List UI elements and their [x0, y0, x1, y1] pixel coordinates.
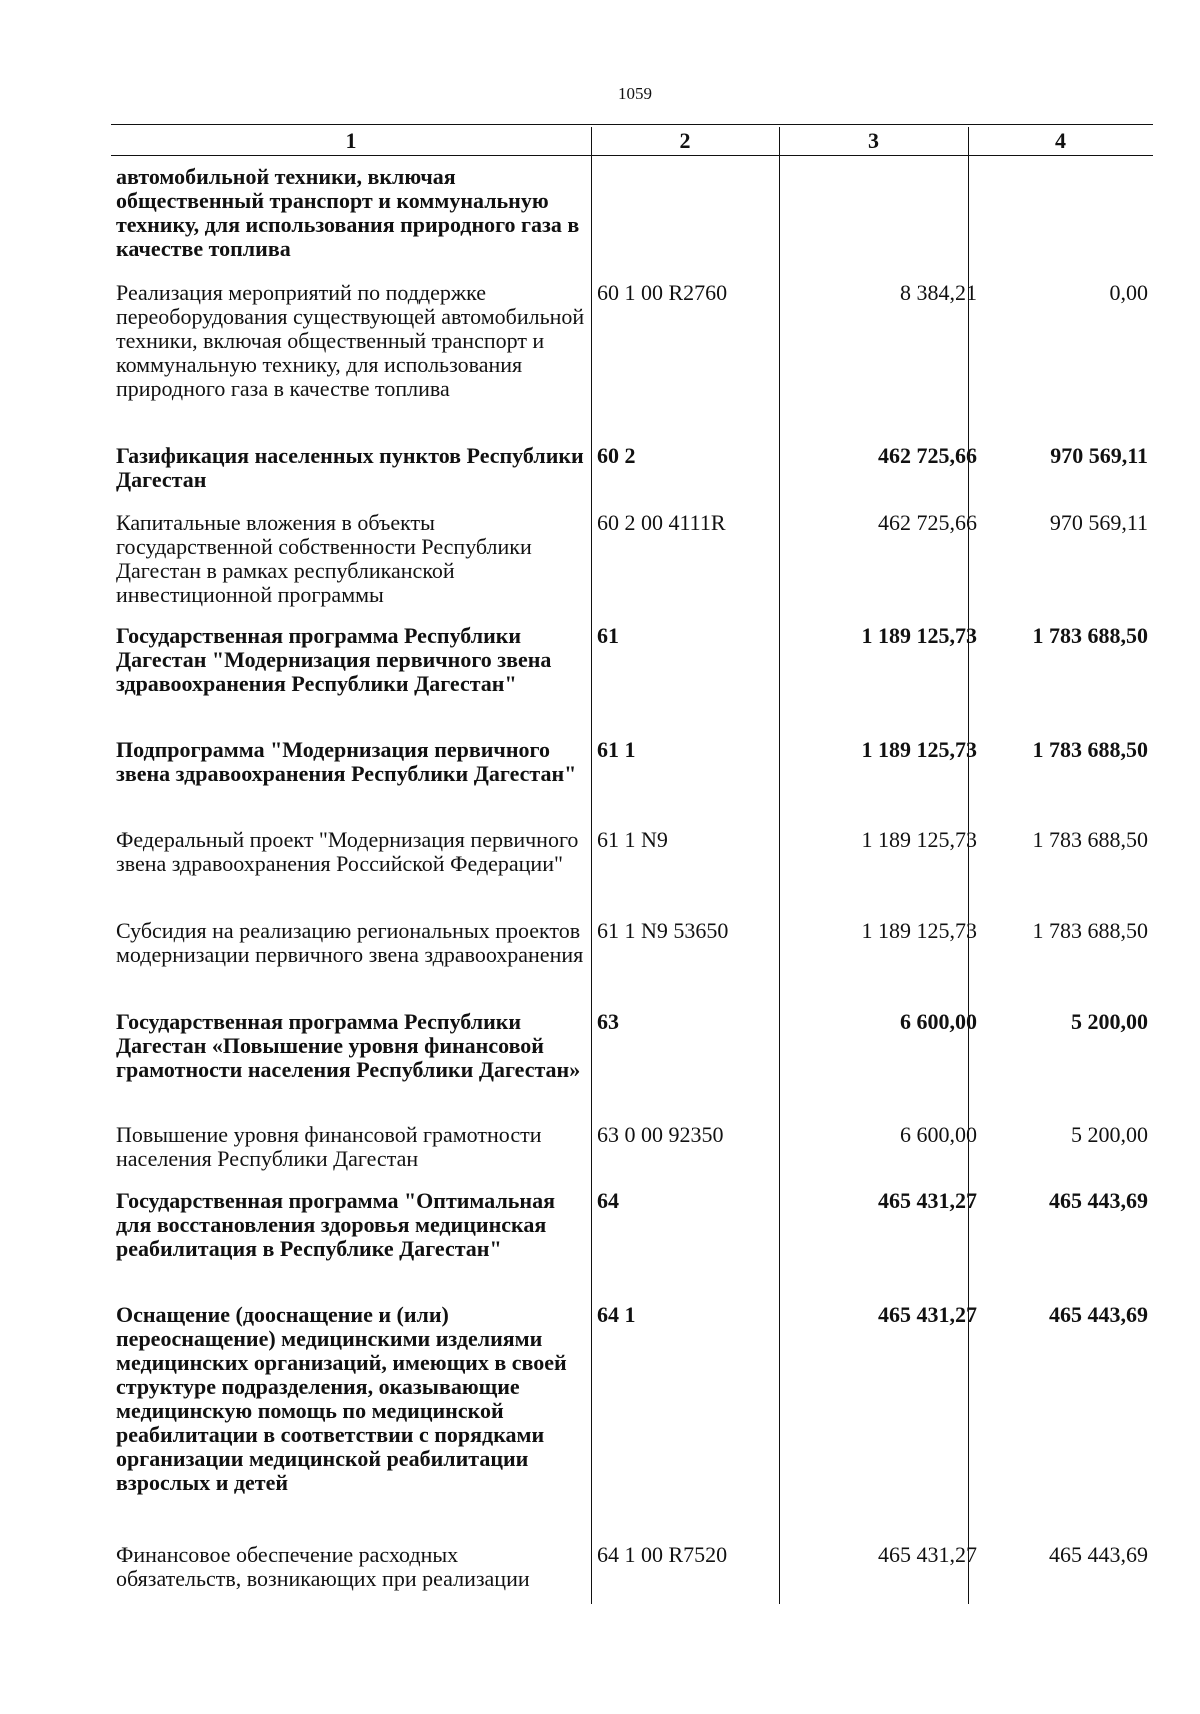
row-value-col3: 465 431,27	[878, 1542, 977, 1567]
row-value-col3: 1 189 125,73	[861, 918, 977, 943]
row-code: 61 1	[597, 737, 636, 762]
row-name: автомобильной техники, включая общественный транспорт и коммунальную технику, для использования природного газа в качестве топлива	[116, 164, 580, 261]
row-name: Финансовое обеспечение расходных обязательств, возникающих при реализации	[116, 1542, 530, 1591]
row-value-col3: 1 189 125,73	[861, 623, 977, 648]
row-code: 60 1 00 R2760	[597, 280, 728, 305]
column-header-1: 1	[345, 128, 357, 153]
column-header-4: 4	[1055, 128, 1066, 153]
row-value-col4: 465 443,69	[1049, 1542, 1148, 1567]
row-value-col4: 970 569,11	[1049, 510, 1148, 535]
column-divider	[779, 127, 780, 1604]
row-value-col3: 6 600,00	[900, 1122, 977, 1147]
row-value-col4: 5 200,00	[1071, 1009, 1148, 1034]
row-code: 63 0 00 92350	[597, 1122, 724, 1147]
row-value-col4: 1 783 688,50	[1032, 918, 1148, 943]
row-value-col4: 1 783 688,50	[1032, 737, 1148, 762]
row-code: 60 2	[597, 443, 636, 468]
row-value-col4: 1 783 688,50	[1032, 623, 1148, 648]
table-top-rule	[111, 124, 1153, 125]
row-code: 61 1 N9 53650	[597, 918, 729, 943]
row-value-col4: 1 783 688,50	[1032, 827, 1148, 852]
row-name: Повышение уровня финансовой грамотности населения Республики Дагестан	[116, 1122, 542, 1171]
row-value-col3: 462 725,66	[878, 443, 977, 468]
row-name: Федеральный проект "Модернизация первичного звена здравоохранения Российской Федерации"	[116, 827, 579, 876]
row-code: 64	[597, 1188, 619, 1213]
row-name: Государственная программа "Оптимальная для восстановления здоровья медицинская реабилитация в Республике Дагестан"	[116, 1188, 556, 1261]
budget-table	[111, 124, 1153, 1604]
row-value-col3: 1 189 125,73	[861, 737, 977, 762]
row-name: Капитальные вложения в объекты государственной собственности Республики Дагестан в рамках республиканской инвестиционной программы	[116, 510, 532, 607]
row-value-col4: 465 443,69	[1049, 1188, 1148, 1213]
row-value-col4: 0,00	[1109, 280, 1148, 305]
row-name: Субсидия на реализацию региональных проектов модернизации первичного звена здравоохранения	[116, 918, 584, 967]
row-code: 64 1	[597, 1302, 636, 1327]
column-divider	[591, 127, 592, 1604]
row-value-col3: 8 384,21	[900, 280, 977, 305]
column-header-3: 3	[868, 128, 879, 153]
row-value-col3: 465 431,27	[878, 1188, 977, 1213]
page-number: 1059	[618, 84, 652, 103]
row-value-col4: 970 569,11	[1050, 443, 1148, 468]
row-name: Государственная программа Республики Дагестан "Модернизация первичного звена здравоохранения Республики Дагестан"	[116, 623, 552, 696]
row-name: Реализация мероприятий по поддержке переоборудования существующей автомобильной техники, включая общественный транспорт и коммунальную технику, для использования природного газа в качестве топлива	[116, 280, 585, 401]
row-name: Государственная программа Республики Дагестан «Повышение уровня финансовой грамотности населения Республики Дагестан»	[116, 1009, 581, 1082]
column-header-2: 2	[679, 128, 691, 153]
row-code: 60 2 00 4111R	[597, 510, 726, 535]
row-code: 61	[597, 623, 619, 648]
row-name: Оснащение (дооснащение и (или) переоснащение) медицинскими изделиями медицинских организаций, имеющих в своей структуре подразделения, оказывающие медицинскую помощь по медицинской реабилитации в соответствии с порядками организации медицинской реабилитации взрослых и детей	[116, 1302, 567, 1495]
header-bottom-rule	[111, 155, 1153, 156]
row-name: Газификация населенных пунктов Республики Дагестан	[116, 443, 584, 492]
row-code: 64 1 00 R7520	[597, 1542, 728, 1567]
row-code: 61 1 N9	[597, 827, 668, 852]
row-value-col4: 465 443,69	[1049, 1302, 1148, 1327]
row-value-col3: 6 600,00	[900, 1009, 977, 1034]
row-code: 63	[597, 1009, 619, 1034]
row-value-col3: 1 189 125,73	[861, 827, 977, 852]
column-divider	[968, 127, 969, 1604]
row-value-col3: 462 725,66	[878, 510, 977, 535]
row-value-col4: 5 200,00	[1071, 1122, 1148, 1147]
row-value-col3: 465 431,27	[878, 1302, 977, 1327]
row-name: Подпрограмма "Модернизация первичного звена здравоохранения Республики Дагестан"	[116, 737, 577, 786]
